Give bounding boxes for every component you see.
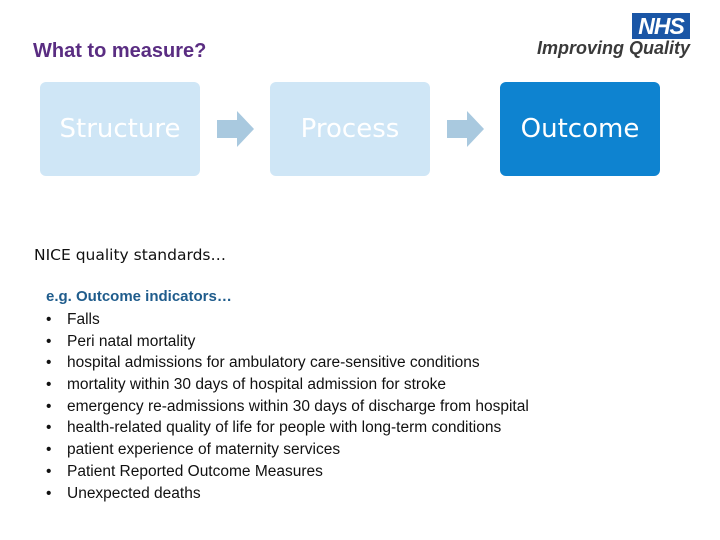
outcome-indicators-label: e.g. Outcome indicators… bbox=[46, 288, 232, 305]
process-box bbox=[270, 82, 430, 176]
indicator-text: health-related quality of life for people with long-term conditions bbox=[67, 419, 502, 437]
logo-text: Improving Quality bbox=[536, 38, 690, 58]
structure-box bbox=[40, 82, 200, 176]
bullet-icon: • bbox=[46, 376, 52, 394]
arrow-right-icon bbox=[217, 110, 255, 148]
list-item bbox=[46, 439, 529, 461]
arrow-right-icon bbox=[447, 110, 485, 148]
list-item bbox=[46, 374, 529, 396]
indicator-text: Falls bbox=[67, 311, 100, 328]
bullet-icon: • bbox=[46, 462, 52, 480]
outcome-label: Outcome bbox=[520, 114, 640, 144]
list-item bbox=[46, 483, 529, 505]
page-title: What to measure? bbox=[33, 40, 207, 62]
indicator-text: emergency re-admissions within 30 days of discharge from hospital bbox=[67, 397, 529, 415]
nice-heading: NICE quality standards… bbox=[34, 246, 226, 264]
nhs-logo-badge: NHS bbox=[632, 13, 690, 39]
indicator-text: Peri natal mortality bbox=[67, 332, 196, 350]
list-item bbox=[46, 417, 529, 439]
indicator-text: Unexpected deaths bbox=[67, 484, 201, 502]
list-item bbox=[46, 352, 529, 374]
bullet-icon: • bbox=[46, 441, 52, 459]
bullet-icon: • bbox=[46, 419, 52, 437]
process-label: Process bbox=[300, 114, 400, 144]
structure-label: Structure bbox=[59, 114, 181, 144]
bullet-icon: • bbox=[46, 354, 52, 372]
list-item bbox=[46, 309, 529, 331]
outcome-box bbox=[500, 82, 660, 176]
nhs-improving-quality-logo bbox=[536, 13, 706, 63]
list-item bbox=[46, 461, 529, 483]
bullet-icon: • bbox=[46, 332, 52, 350]
indicator-text: patient experience of maternity services bbox=[67, 441, 341, 459]
bullet-icon: • bbox=[46, 397, 52, 415]
indicator-text: Patient Reported Outcome Measures bbox=[67, 462, 323, 480]
indicator-text: mortality within 30 days of hospital admission for stroke bbox=[67, 376, 447, 394]
indicator-text: hospital admissions for ambulatory care-sensitive conditions bbox=[67, 354, 480, 372]
list-item bbox=[46, 331, 529, 353]
indicator-list bbox=[46, 309, 529, 504]
bullet-icon: • bbox=[46, 311, 52, 328]
list-item bbox=[46, 396, 529, 418]
bullet-icon: • bbox=[46, 484, 52, 502]
